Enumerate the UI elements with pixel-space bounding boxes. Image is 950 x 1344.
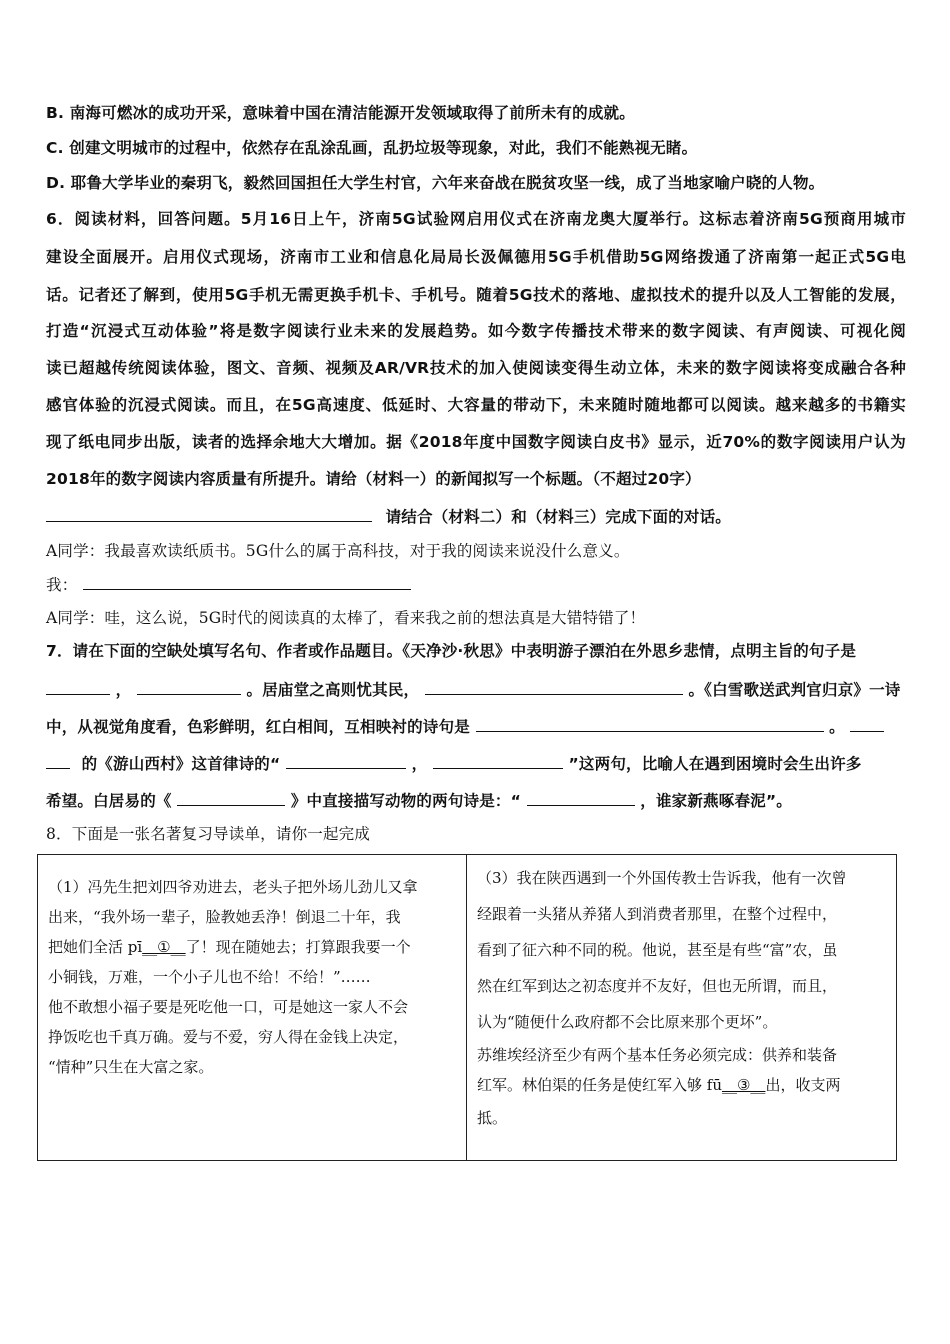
- guide-right-line: 然在红军到达之初态度并不友好，但也无所谓，而且，: [477, 977, 838, 995]
- dialog-a-1: A同学：我最喜欢读纸质书。5G什么的属于高科技，对于我的阅读来说没什么意义。: [46, 542, 630, 560]
- q7-text: 希望。白居易的《: [46, 792, 172, 810]
- q7-blank-8[interactable]: [177, 790, 285, 806]
- guide-left-line: “情种”只生在大富之家。: [48, 1058, 214, 1076]
- q7-line-1: 7．请在下面的空缺处填写名句、作者或作品题目。《天净沙·秋思》中表明游子漂泊在外思乡悲情，点明主旨的句子是: [46, 642, 857, 660]
- q6-answer-row: [46, 506, 906, 527]
- guide-right-line: 经跟着一头猪从养猪人到消费者那里，在整个过程中，: [477, 905, 838, 923]
- q7-blank-2[interactable]: [137, 679, 241, 695]
- q7-blank-1[interactable]: [46, 679, 110, 695]
- dialog-answer-blank[interactable]: [83, 574, 411, 590]
- guide-left-line: 他不敢想小福子要是死吃他一口，可是她这一家人不会: [48, 998, 409, 1016]
- q7-text: ”这两句，比喻人在遇到困境时会生出许多: [568, 755, 862, 773]
- guide-cell-left: [38, 855, 467, 1161]
- q7-blank-7[interactable]: [433, 753, 563, 769]
- option-d: [46, 173, 906, 193]
- dialog-me-label: 我：: [46, 576, 78, 594]
- guide-right-line: （3）我在陕西遇到一个外国传教士告诉我，他有一次曾: [477, 869, 847, 887]
- guide-left-line: 出来，“我外场一辈子，脸教她丢浄！倒退二十年，我: [48, 908, 401, 926]
- q7-blank-3[interactable]: [425, 679, 683, 695]
- option-b: [46, 103, 906, 123]
- q7-text: 》中直接描写动物的两句诗是：“: [290, 792, 522, 810]
- q7-text: ，谁家新燕啄春泥”。: [640, 792, 792, 810]
- blank-1-input[interactable]: __①__: [142, 938, 186, 956]
- guide-right-line: 看到了征六种不同的税。他说，甚至是有些“富”农，虽: [477, 941, 838, 959]
- headline-answer-blank[interactable]: [46, 506, 372, 522]
- q7-text: 。: [829, 718, 845, 736]
- q7-blank-9[interactable]: [527, 790, 635, 806]
- option-c: [46, 138, 906, 158]
- q6-line: 6．阅读材料，回答问题。5月16日上午，济南5G试验网启用仪式在济南龙奥大厦举行。这标志着济南5G预商用城市: [46, 210, 906, 228]
- q7-line-4: [46, 753, 906, 774]
- option-text: 南海可燃冰的成功开采，意味着中国在清洁能源开发领域取得了前所未有的成就。: [69, 104, 635, 122]
- q7-text: 的《游山西村》这首律诗的“: [81, 755, 281, 773]
- q8-title: 8．下面是一张名著复习导读单，请你一起完成: [46, 825, 371, 843]
- guide-cell-right: [467, 855, 897, 1161]
- q6-line: 读已超越传统阅读体验，图文、音频、视频及AR/VR技术的加入使阅读变得生动立体，未来的数字阅读将变成融合各种: [46, 359, 906, 377]
- dialog-a-2: A同学：哇，这么说，5G时代的阅读真的太棒了，看来我之前的想法真是大错特错了！: [46, 609, 646, 627]
- q7-line-2: [46, 679, 906, 700]
- q7-text: ，: [115, 681, 132, 699]
- guide-right-line: 认为“随便什么政府都不会比原来那个更坏”。: [477, 1013, 778, 1031]
- guide-left-line: 小铜钱，万难，一个小子儿也不给！不给！”……: [48, 968, 371, 986]
- q6-line: 建设全面展开。启用仪式现场，济南市工业和信息化局局长汲佩德用5G手机借助5G网络拨通了济南第一起正式5G电: [46, 248, 906, 266]
- guide-right-line: 苏维埃经济至少有两个基本任务必须完成：供养和装备: [477, 1046, 838, 1064]
- guide-left-line: 挣饭吃也千真万确。爱与不爱，穷人得在金钱上决定，: [48, 1028, 409, 1046]
- blank-3-input[interactable]: __③__: [721, 1076, 766, 1094]
- q6-line: 感官体验的沉浸式阅读。而且，在5G高速度、低延时、大容量的带动下，未来随时随地都可以阅读。越来越多的书籍实: [46, 396, 906, 414]
- guide-right-line: 抵。: [477, 1109, 508, 1127]
- reading-guide-table: [37, 854, 897, 1161]
- q7-blank-5a[interactable]: [850, 716, 884, 732]
- q7-line-3: [46, 716, 906, 737]
- q7-text: 。居庙堂之高则忧其民，: [246, 681, 420, 699]
- q6-line: 2018年的数字阅读内容质量有所提升。请给（材料一）的新闻拟写一个标题。（不超过20字）: [46, 470, 701, 488]
- option-text: 耶鲁大学毕业的秦玥飞，毅然回国担任大学生村官，六年来奋战在脱贫攻坚一线，成了当地家喻户晓的人物。: [70, 174, 825, 192]
- guide-left-text: 了！现在随她去；打算跟我要一个: [185, 938, 411, 956]
- option-letter: D.: [46, 174, 66, 192]
- q6-line: 话。记者还了解到，使用5G手机无需更换手机卡、手机号。随着5G技术的落地、虚拟技术的提升以及人工智能的发展，: [46, 286, 906, 304]
- q7-text: 中，从视觉角度看，色彩鲜明，红白相间，互相映衬的诗句是: [46, 718, 470, 736]
- q7-blank-6[interactable]: [286, 753, 406, 769]
- q6-line: 打造“沉浸式互动体验”将是数字阅读行业未来的发展趋势。如今数字传播技术带来的数字阅读、有声阅读、可视化阅: [46, 322, 906, 340]
- q7-blank-4[interactable]: [476, 716, 824, 732]
- guide-right-line-7: [467, 1070, 896, 1100]
- q6-prompt-2: 请结合（材料二）和（材料三）完成下面的对话。: [385, 508, 732, 526]
- q7-line-5: [46, 790, 906, 811]
- guide-left-line-3: [38, 932, 466, 962]
- q7-blank-5b[interactable]: [46, 753, 70, 769]
- q6-line: 现了纸电同步出版，读者的选择余地大大增加。据《2018年度中国数字阅读白皮书》显示，近70%的数字阅读用户认为: [46, 433, 906, 451]
- dialog-me-row: [46, 574, 906, 595]
- option-letter: B.: [46, 104, 65, 122]
- option-letter: C.: [46, 139, 64, 157]
- option-text: 创建文明城市的过程中，依然存在乱涂乱画，乱扔垃圾等现象，对此，我们不能熟视无睹。: [69, 139, 698, 157]
- guide-left-text: 把她们全活 pī: [48, 938, 143, 956]
- q7-text: ，: [411, 755, 428, 773]
- guide-left-line: （1）冯先生把刘四爷劝进去，老头子把外场儿劲儿又拿: [48, 878, 418, 896]
- guide-right-text: 出，收支两: [765, 1076, 841, 1094]
- guide-right-text: 红军。林伯渠的任务是使红军入够 fū: [477, 1076, 722, 1094]
- q7-text: 。《白雪歌送武判官归京》一诗: [688, 681, 901, 699]
